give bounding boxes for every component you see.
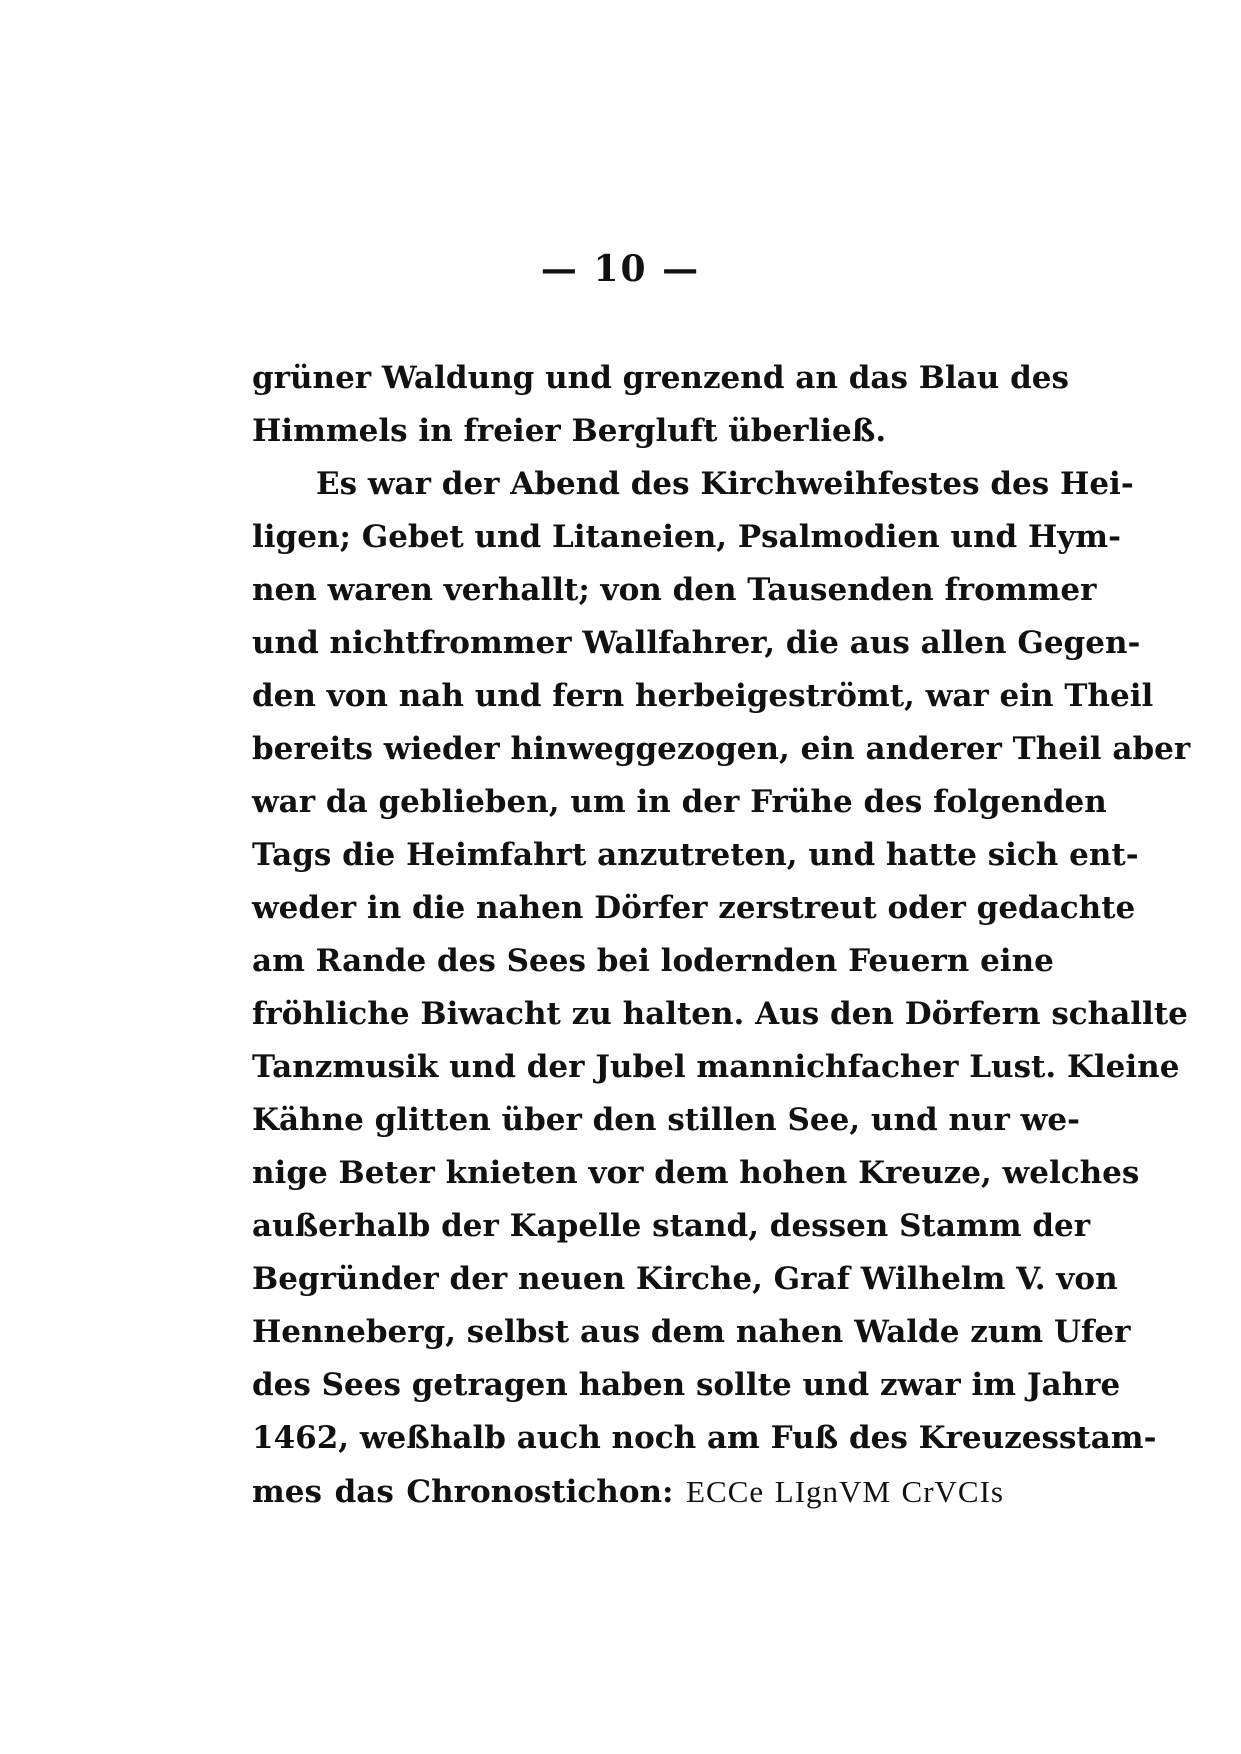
- text-line: Begründer der neuen Kirche, Graf Wilhelm V. von: [252, 1261, 1118, 1297]
- text-line: Kähne glitten über den stillen See, und nur we-: [252, 1102, 1080, 1138]
- text-line: Es war der Abend des Kirchweihfestes des Hei-: [316, 466, 1134, 502]
- text-line: außerhalb der Kapelle stand, dessen Stamm der: [252, 1208, 1091, 1244]
- text-line-last: [252, 1465, 1004, 1518]
- text-line: des Sees getragen haben sollte und zwar im Jahre: [252, 1367, 1121, 1403]
- text-line: Himmels in freier Bergluft überließ.: [252, 413, 887, 449]
- text-line: weder in die nahen Dörfer zerstreut oder gedachte: [252, 890, 1136, 926]
- text-line: am Rande des Sees bei lodernden Feuern eine: [252, 943, 1054, 979]
- body-text: [252, 352, 1191, 1518]
- last-line-text: mes das Chronostichon:: [252, 1474, 674, 1510]
- text-line: fröhliche Biwacht zu halten. Aus den Dörfern schallte: [252, 996, 1188, 1032]
- text-line: nen waren verhallt; von den Tausenden frommer: [252, 572, 1097, 608]
- text-line: Tanzmusik und der Jubel mannichfacher Lust. Kleine: [252, 1049, 1180, 1085]
- text-line: nige Beter knieten vor dem hohen Kreuze, welches: [252, 1155, 1140, 1191]
- text-line: bereits wieder hinweggezogen, ein anderer Theil aber: [252, 731, 1191, 767]
- chronogram: ECCe LIgnVM CrVCIs: [686, 1474, 1004, 1509]
- text-line: den von nah und fern herbeigeströmt, war ein Theil: [252, 678, 1154, 714]
- text-line: grüner Waldung und grenzend an das Blau des: [252, 360, 1069, 396]
- text-line: und nichtfrommer Wallfahrer, die aus allen Gegen-: [252, 625, 1141, 661]
- text-line: ligen; Gebet und Litaneien, Psalmodien und Hym-: [252, 519, 1121, 555]
- text-line: war da geblieben, um in der Frühe des folgenden: [252, 784, 1107, 820]
- text-line: 1462, weßhalb auch noch am Fuß des Kreuzesstam-: [252, 1420, 1157, 1456]
- text-line: Tags die Heimfahrt anzutreten, und hatte sich ent-: [252, 837, 1139, 873]
- page-number: — 10 —: [540, 248, 701, 290]
- text-line: Henneberg, selbst aus dem nahen Walde zum Ufer: [252, 1314, 1131, 1350]
